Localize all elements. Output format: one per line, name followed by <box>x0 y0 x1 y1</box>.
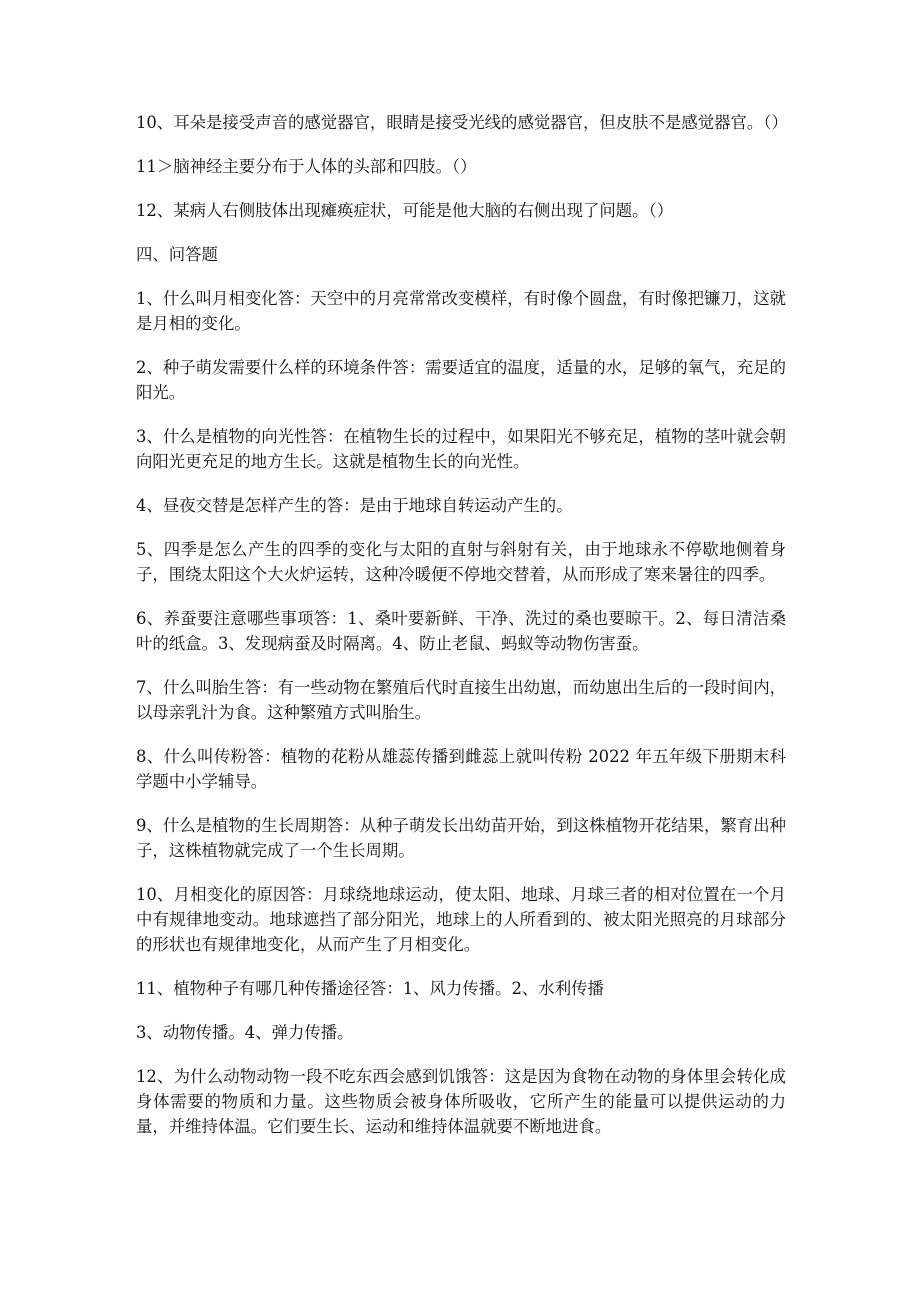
qa-item-12: 12、为什么动物动物一段不吃东西会感到饥饿答：这是因为食物在动物的身体里会转化成身体需要的物质和力量。这些物质会被身体所吸收，它所产生的能量可以提供运动的力量，并维持体温。它们要生长、运动和维持体温就要不断地进食。 <box>136 1067 786 1136</box>
qa-item-6: 6、养蚕要注意哪些事项答：1、桑叶要新鲜、干净、洗过的桑也要晾干。2、每日清洁桑叶的纸盒。3、发现病蚕及时隔离。4、防止老鼠、蚂蚁等动物伤害蚕。 <box>136 609 786 653</box>
section-heading-qa: 四、问答题 <box>136 245 218 264</box>
question-true-false-10: 10、耳朵是接受声音的感觉器官，眼睛是接受光线的感觉器官，但皮肤不是感觉器官。（） <box>136 113 788 132</box>
qa-item-5: 5、四季是怎么产生的四季的变化与太阳的直射与斜射有关，由于地球永不停歇地侧着身子，围绕太阳这个大火炉运转，这种冷暖便不停地交替着，从而形成了寒来暑往的四季。 <box>136 540 786 584</box>
qa-item-7: 7、什么叫胎生答：有一些动物在繁殖后代时直接生出幼崽，而幼崽出生后的一段时间内，以母亲乳汁为食。这种繁殖方式叫胎生。 <box>136 678 786 722</box>
qa-item-2: 2、种子萌发需要什么样的环境条件答：需要适宜的温度，适量的水，足够的氧气，充足的阳光。 <box>136 358 786 402</box>
qa-item-10: 10、月相变化的原因答：月球绕地球运动，使太阳、地球、月球三者的相对位置在一个月中有规律地变动。地球遮挡了部分阳光，地球上的人所看到的、被太阳光照亮的月球部分的形状也有规律地变化，从而产生了月相变化。 <box>136 885 786 954</box>
qa-item-4: 4、昼夜交替是怎样产生的答：是由于地球自转运动产生的。 <box>136 496 573 515</box>
question-true-false-12: 12、某病人右侧肢体出现瘫痪症状，可能是他大脑的右侧出现了问题。（） <box>136 201 674 220</box>
question-true-false-11: 11＞脑神经主要分布于人体的头部和四肢。（） <box>136 157 477 176</box>
qa-item-11: 11、植物种子有哪几种传播途径答：1、风力传播。2、水利传播 <box>136 979 604 998</box>
qa-item-11-continued: 3、动物传播。4、弹力传播。 <box>136 1023 354 1042</box>
qa-item-3: 3、什么是植物的向光性答：在植物生长的过程中，如果阳光不够充足，植物的茎叶就会朝向阳光更充足的地方生长。这就是植物生长的向光性。 <box>136 427 786 471</box>
qa-item-8: 8、什么叫传粉答：植物的花粉从雄蕊传播到雌蕊上就叫传粉 2022 年五年级下册期末科学题中小学辅导。 <box>136 747 786 791</box>
qa-item-9: 9、什么是植物的生长周期答：从种子萌发长出幼苗开始，到这株植物开花结果，繁育出种子，这株植物就完成了一个生长周期。 <box>136 816 786 860</box>
document-body <box>136 110 786 1158</box>
qa-item-1: 1、什么叫月相变化答：天空中的月亮常常改变模样，有时像个圆盘，有时像把镰刀，这就是月相的变化。 <box>136 289 786 333</box>
